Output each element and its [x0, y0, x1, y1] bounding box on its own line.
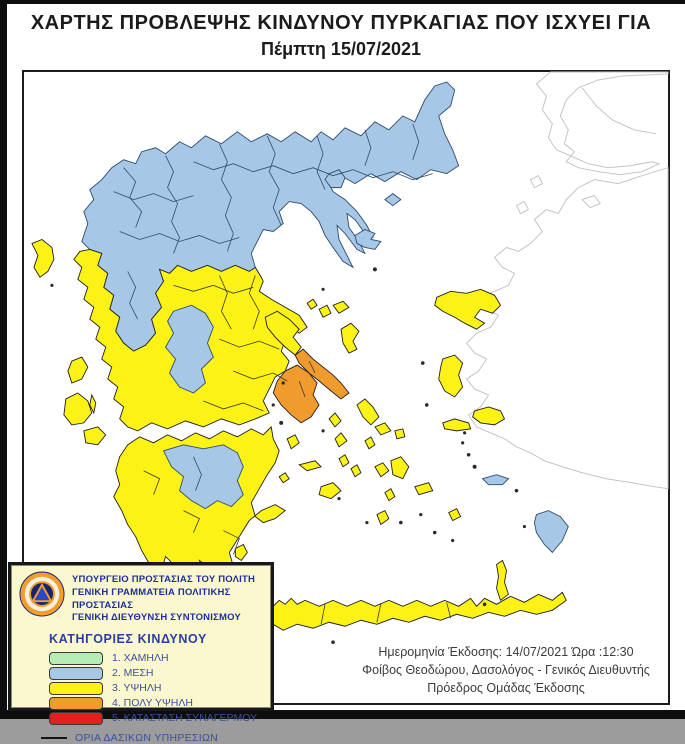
- island-skyros: [341, 323, 359, 353]
- legend-label-very-high: 4. ΠΟΛΥ ΥΨΗΛΗ: [112, 697, 193, 710]
- island-kythira: [235, 545, 247, 561]
- legend-row-very-high: [49, 696, 263, 710]
- island-serifos: [339, 455, 349, 467]
- island-lefkada: [68, 357, 88, 383]
- island-alonissos: [333, 301, 349, 313]
- map-valid-date: Πέμπτη 15/07/2021: [260, 39, 422, 59]
- island-spetses: [279, 473, 289, 483]
- island-skiathos: [307, 299, 317, 309]
- island-ikaria: [443, 419, 471, 431]
- legend-label-alert: 5. ΚΑΤΑΣΤΑΣΗ ΣΥΝΑΓΕΡΜΟΥ: [112, 712, 258, 725]
- author-line: Φοίβος Θεοδώρου, Δασολόγος - Γενικός Διευθυντής: [362, 662, 650, 677]
- swatch-alert: [49, 712, 103, 725]
- island-milos: [319, 483, 341, 499]
- legend-label-low: 1. ΧΑΜΗΛΗ: [112, 652, 169, 665]
- legend-label-high: 3. ΥΨΗΛΗ: [112, 682, 162, 695]
- agency-line-3: ΓΕΝΙΚΗ ΔΙΕΥΘΥΝΣΗ ΣΥΝΤΟΝΙΣΜΟΥ: [72, 612, 241, 624]
- island-zakynthos: [84, 427, 106, 445]
- issue-date-line: Ημερομηνία Έκδοσης: 14/07/2021 Ώρα :12:30: [378, 644, 634, 659]
- island-naxos: [391, 457, 409, 479]
- swatch-very-high: [49, 697, 103, 710]
- forest-boundary-line-symbol: [41, 737, 67, 739]
- island-sifnos: [351, 465, 361, 477]
- island-rhodes: [534, 511, 568, 553]
- island-tinos: [375, 423, 391, 435]
- legend-heading: ΚΑΤΗΓΟΡΙΕΣ ΚΙΝΔΥΝΟΥ: [49, 632, 207, 647]
- neighbor-coastline: [467, 72, 668, 489]
- island-paros: [375, 463, 389, 477]
- agency-text: [72, 571, 263, 625]
- page-title: [7, 12, 675, 60]
- island-samothrace: [385, 194, 401, 206]
- island-corfu: [32, 239, 54, 277]
- agency-line-1: ΥΠΟΥΡΓΕΙΟ ΠΡΟΣΤΑΣΙΑΣ ΤΟΥ ΠΟΛΙΤΗ: [72, 574, 256, 585]
- island-chios: [439, 355, 463, 397]
- legend-rows: [49, 651, 263, 725]
- swatch-medium: [49, 667, 103, 680]
- island-hydra: [299, 461, 321, 471]
- legend-row-medium: [49, 666, 263, 680]
- island-kefalonia: [64, 393, 92, 425]
- island-kos: [483, 475, 509, 485]
- civil-protection-logo: [19, 571, 65, 617]
- legend-label-medium: 2. ΜΕΣΗ: [112, 667, 154, 680]
- island-aegina: [287, 435, 299, 449]
- island-amorgos: [415, 483, 433, 495]
- island-mykonos: [395, 429, 405, 439]
- legend-row-alert: [49, 711, 263, 725]
- island-lesvos: [435, 289, 501, 329]
- region-crete: [269, 592, 566, 630]
- forest-boundary-label: ΟΡΙΑ ΔΑΣΙΚΩΝ ΥΠΗΡΕΣΙΩΝ: [75, 732, 219, 744]
- island-kythnos: [335, 433, 347, 447]
- island-kea: [329, 413, 341, 427]
- legend-row-low: [49, 651, 263, 665]
- legend-row-high: [49, 681, 263, 695]
- island-skopelos: [319, 305, 331, 317]
- map-title: ΧΑΡΤΗΣ ΠΡΟΒΛΕΨΗΣ ΚΙΝΔΥΝΟΥ ΠΥΡΚΑΓΙΑΣ ΠΟΥ ΙΣΧΥΕΙ ΓΙΑ: [30, 12, 652, 34]
- role-line: Πρόεδρος Ομάδας Έκδοσης: [427, 680, 585, 695]
- issue-info: [351, 643, 661, 697]
- swatch-low: [49, 652, 103, 665]
- agency-line-2: ΓΕΝΙΚΗ ΓΡΑΜΜΑΤΕΙΑ ΠΟΛΙΤΙΚΗΣ ΠΡΟΣΤΑΣΙΑΣ: [72, 586, 231, 611]
- legend-box: [8, 562, 274, 744]
- island-ios: [385, 489, 395, 501]
- island-karpathos: [497, 560, 509, 600]
- top-border-bar: [0, 0, 685, 4]
- crete: [269, 592, 566, 630]
- legend-boundary-row: [41, 732, 263, 744]
- island-andros: [357, 399, 379, 425]
- island-syros: [365, 437, 375, 449]
- cyclades: [319, 399, 461, 525]
- sporades: [307, 299, 349, 317]
- dodecanese: [483, 475, 569, 601]
- swatch-high: [49, 682, 103, 695]
- island-santorini: [377, 511, 389, 525]
- left-border-bar: [0, 0, 7, 719]
- island-astypalea: [449, 509, 461, 521]
